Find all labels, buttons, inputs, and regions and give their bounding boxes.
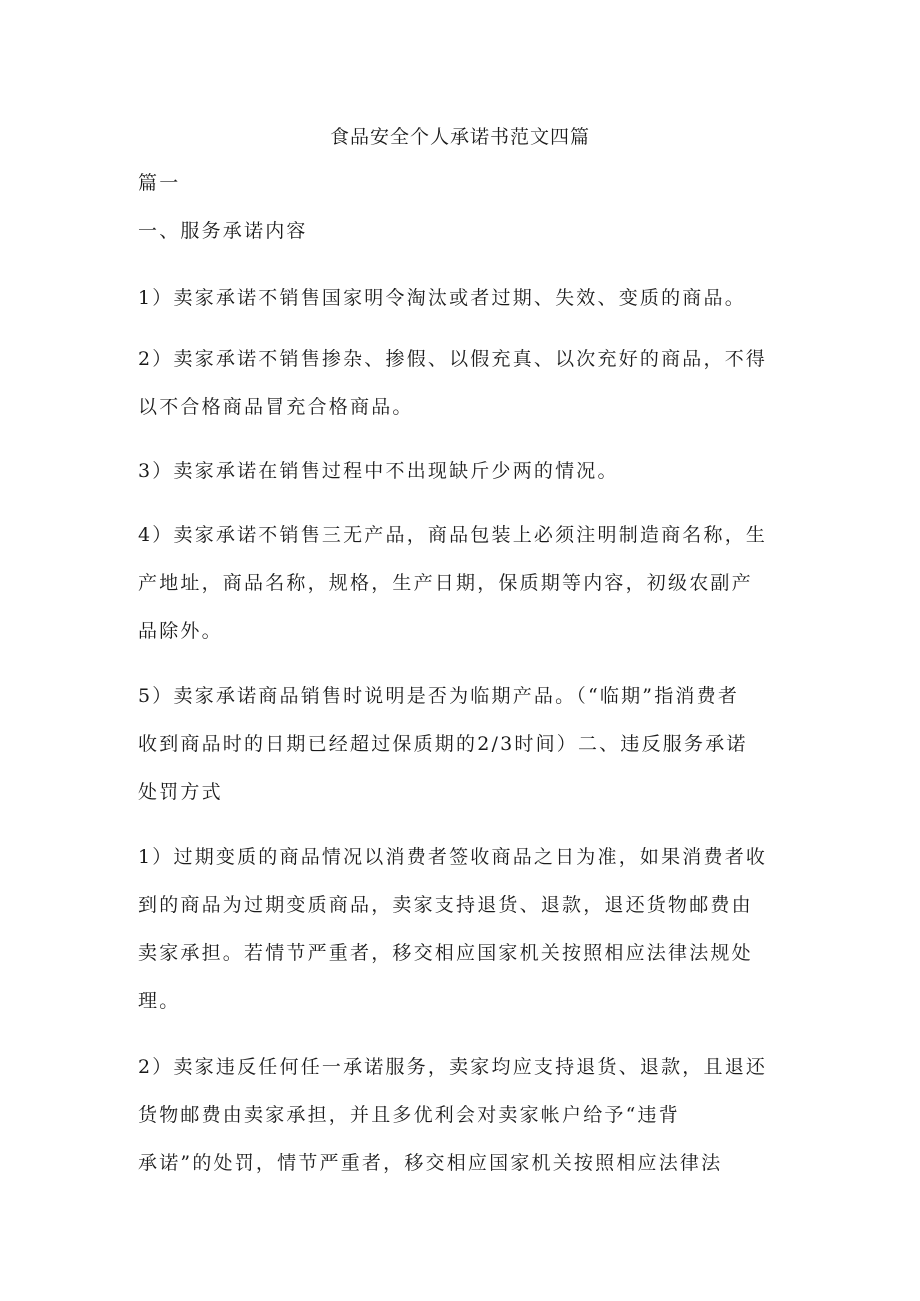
- paragraph-line: 承诺”的处罚，情节严重者，移交相应国家机关按照相应法律法: [138, 1152, 723, 1174]
- paragraph-line: 卖家承担。若情节严重者，移交相应国家机关按照相应法律法规处: [138, 942, 753, 964]
- paragraph-line: 收到商品时的日期已经超过保质期的2/3时间）二、违反服务承诺: [138, 733, 748, 755]
- paragraph-line: 1）过期变质的商品情况以消费者签收商品之日为准，如果消费者收: [138, 846, 768, 868]
- paragraph-line: 货物邮费由卖家承担，并且多优利会对卖家帐户给予“违背: [138, 1104, 680, 1126]
- section-heading-part-one: 篇一: [138, 172, 181, 194]
- paragraph-line: 品除外。: [138, 620, 223, 642]
- paragraph-line: 以不合格商品冒充合格商品。: [138, 396, 414, 418]
- paragraph-line: 产地址，商品名称，规格，生产日期，保质期等内容，初级农副产: [138, 572, 753, 594]
- paragraph-line: 2）卖家违反任何任一承诺服务，卖家均应支持退货、退款，且退还: [138, 1056, 768, 1078]
- paragraph-line: 理。: [138, 990, 181, 1012]
- document-title: 食品安全个人承诺书范文四篇: [329, 126, 590, 148]
- paragraph-line: 3）卖家承诺在销售过程中不出现缺斤少两的情况。: [138, 460, 619, 482]
- section-heading-service-commitment: 一、服务承诺内容: [138, 220, 308, 242]
- paragraph-line: 1）卖家承诺不销售国家明令淘汰或者过期、失效、变质的商品。: [138, 287, 746, 309]
- paragraph-line: 5）卖家承诺商品销售时说明是否为临期产品。（“临期”指消费者: [138, 685, 740, 707]
- paragraph-line: 2）卖家承诺不销售掺杂、掺假、以假充真、以次充好的商品，不得: [138, 348, 768, 370]
- paragraph-line: 处罚方式: [138, 781, 223, 803]
- paragraph-line: 4）卖家承诺不销售三无产品，商品包装上必须注明制造商名称，生: [138, 524, 768, 546]
- paragraph-line: 到的商品为过期变质商品，卖家支持退货、退款，退还货物邮费由: [138, 894, 753, 916]
